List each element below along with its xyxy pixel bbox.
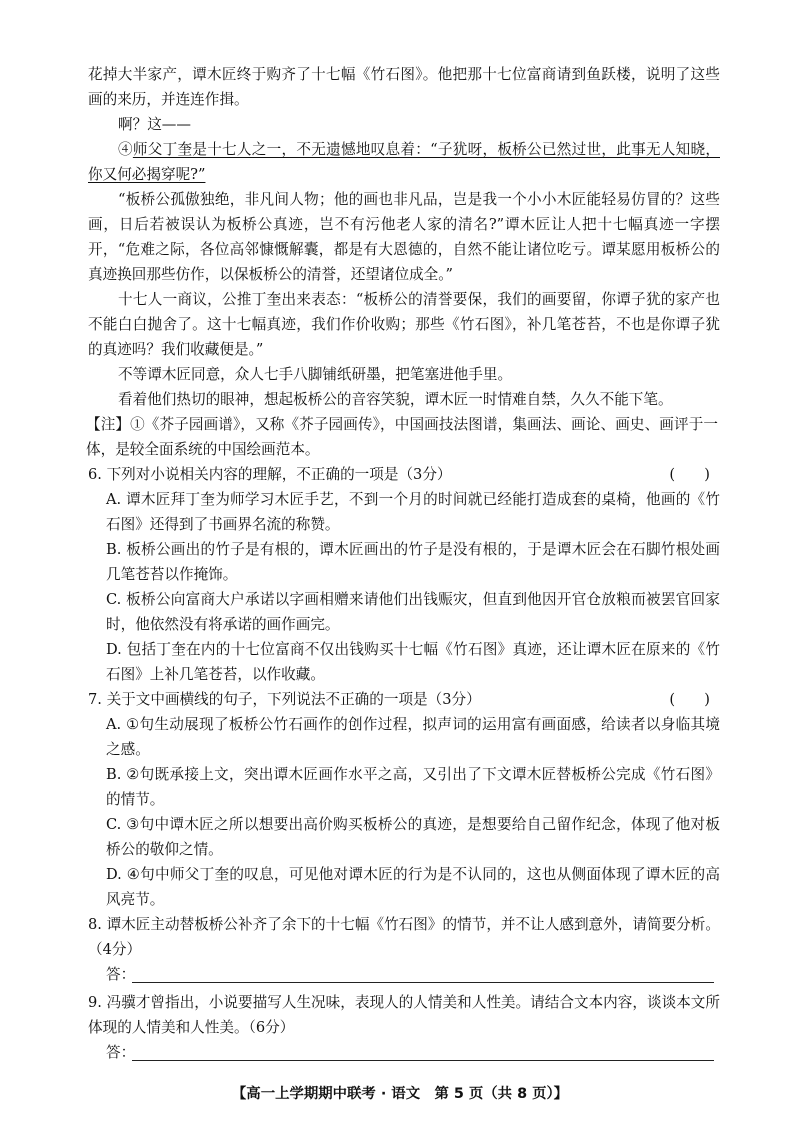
question-9-answer-line[interactable] <box>132 1060 714 1061</box>
question-6-option-d: D. 包括丁奎在内的十七位富商不仅出钱购买十七幅《竹石图》真迹，还让谭木匠在原来的《竹石图》上补几笔苍苔，以作收藏。 <box>106 641 720 683</box>
story-paragraph-4: “板桥公孤傲独绝，非凡间人物；他的画也非凡品，岂是我一个小小木匠能轻易仿冒的？这些画，日后若被误认为板桥公真迹，岂不有污他老人家的清名?”谭木匠让人把十七幅真迹一字摆开，“危难之际，各位高邻慷慨解囊，都是有大恩德的，自然不能让诸位吃亏。谭某愿用板桥公的真迹换回那些仿作，以保板桥公的清誉，还望诸位成全。” <box>88 191 720 283</box>
question-9-stem: 9. 冯骥才曾指出，小说要描写人生况味，表现人的人情美和人性美。请结合文本内容，谈谈本文所体现的人情美和人性美。（6分） <box>88 994 720 1036</box>
story-paragraph-6: 不等谭木匠同意，众人七手八脚铺纸研墨，把笔塞进他手里。 <box>118 366 513 383</box>
question-6-option-b: B. 板桥公画出的竹子是有根的，谭木匠画出的竹子是没有根的，于是谭木匠会在石脚竹根处画几笔苍苔以作掩饰。 <box>106 541 720 583</box>
question-6-option-c: C. 板桥公向富商大户承诺以字画相赠来请他们出钱赈灾，但直到他因开官仓放粮而被罢官回家时，他依然没有将承诺的画作画完。 <box>106 591 720 633</box>
question-7-text: 7. 关于文中画横线的句子，下列说法不正确的一项是（3分） <box>88 691 481 708</box>
question-8-answer-area[interactable] <box>106 962 720 987</box>
question-6-answer-parens: ( ) <box>669 466 710 483</box>
question-9-answer-label: 答： <box>106 1044 136 1061</box>
question-7-option-b: B. ②句既承接上文，突出谭木匠画作水平之高，又引出了下文谭木匠替板桥公完成《竹石图》的情节。 <box>106 766 720 808</box>
story-paragraph-5: 十七人一商议，公推丁奎出来表态：“板桥公的清誉要保，我们的画要留，你谭子犹的家产也不能白白抛舍了。这十七幅真迹，我们作价收购；那些《竹石图》，补几笔苍苔，不也是你谭子犹的真迹吗？我们收藏便是。” <box>88 291 720 358</box>
question-6-option-a: A. 谭木匠拜丁奎为师学习木匠手艺，不到一个月的时间就已经能打造成套的桌椅，他画的《竹石图》还得到了书画界名流的称赞。 <box>106 491 720 533</box>
question-7-option-c: C. ③句中谭木匠之所以想要出高价购买板桥公的真迹，是想要给自己留作纪念，体现了他对板桥公的敬仰之情。 <box>106 816 720 858</box>
question-6-stem <box>88 462 720 487</box>
story-paragraph-3 <box>88 137 720 187</box>
circled-number-marker: ④ <box>118 141 133 158</box>
question-8-answer-line[interactable] <box>132 982 714 983</box>
question-7-answer-parens: ( ) <box>669 691 710 708</box>
question-7-option-d: D. ④句中师父丁奎的叹息，可见他对谭木匠的行为是不认同的，这也从侧面体现了谭木匠的高风亮节。 <box>106 866 720 908</box>
question-7-stem <box>88 687 720 712</box>
question-9-answer-area[interactable] <box>106 1040 720 1065</box>
story-paragraph-2: 啊？这—— <box>118 116 191 133</box>
page-footer: 【高一上学期期中联考 · 语文 第 5 页（共 8 页）】 <box>231 1086 569 1102</box>
annotation-note: 【注】①《芥子园画谱》，又称《芥子园画传》，中国画技法图谱，集画法、画论、画史、画评于一体，是较全面系统的中国绘画范本。 <box>86 416 718 458</box>
question-8-stem: 8. 谭木匠主动替板桥公补齐了余下的十七幅《竹石图》的情节，并不让人感到意外，请简要分析。（4分） <box>88 916 720 958</box>
story-paragraph-1: 花掉大半家产，谭木匠终于购齐了十七幅《竹石图》。他把那十七位富商请到鱼跃楼，说明了这些画的来历，并连连作揖。 <box>88 66 720 108</box>
question-7-option-a: A. ①句生动展现了板桥公竹石画作的创作过程，拟声词的运用富有画面感，给读者以身临其境之感。 <box>106 716 720 758</box>
underlined-sentence-4: 师父丁奎是十七人之一，不无遗憾地叹息着：“子犹呀，板桥公已然过世，此事无人知晓，你又何必揭穿呢?” <box>88 141 720 183</box>
question-6-text: 6. 下列对小说相关内容的理解，不正确的一项是（3分） <box>88 466 452 483</box>
question-8-answer-label: 答： <box>106 966 136 983</box>
story-paragraph-7: 看着他们热切的眼神，想起板桥公的音容笑貌，谭木匠一时情难自禁，久久不能下笔。 <box>118 391 673 408</box>
